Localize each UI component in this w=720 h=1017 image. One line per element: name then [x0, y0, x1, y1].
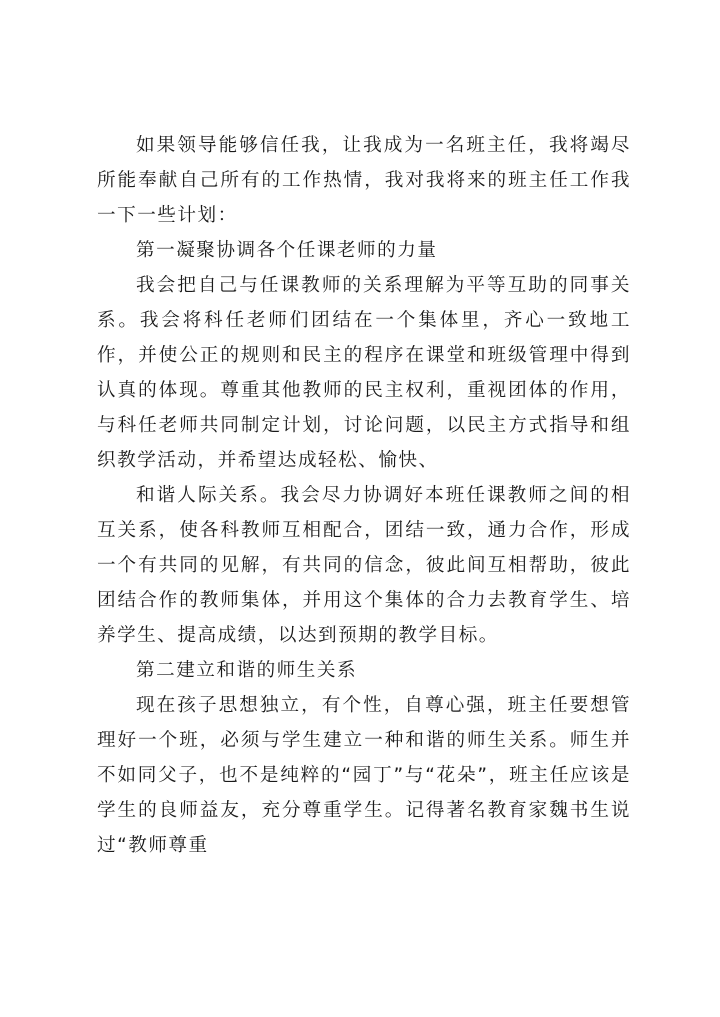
paragraph-intro: 如果领导能够信任我，让我成为一名班主任，我将竭尽所能奉献自己所有的工作热情，我对我将来的班主任工作我一下一些计划： — [97, 135, 631, 226]
heading-second-point: 第二建立和谐的师生关系 — [136, 660, 358, 681]
document-page — [97, 128, 631, 863]
paragraph-student-relations: 现在孩子思想独立，有个性，自尊心强，班主任要想管理好一个班，必须与学生建立一种和谐的师生关系。师生并不如同父子，也不是纯粹的“园丁”与“花朵”，班主任应该是学生的良师益友，充分尊重学生。记得著名教育家魏书生说过“教师尊重 — [97, 695, 631, 856]
paragraph-teacher-relations: 我会把自己与任课教师的关系理解为平等互助的同事关系。我会将科任老师们团结在一个集体里，齐心一致地工作，并使公正的规则和民主的程序在课堂和班级管理中得到认真的体现。尊重其他教师的民主权利，重视团体的作用，与科任老师共同制定计划，讨论问题，以民主方式指导和组织教学活动，并希望达成轻松、愉快、 — [97, 275, 631, 471]
paragraph-harmony: 和谐人际关系。我会尽力协调好本班任课教师之间的相互关系，使各科教师互相配合，团结一致，通力合作，形成一个有共同的见解，有共同的信念，彼此间互相帮助，彼此团结合作的教师集体，并用这个集体的合力去教育学生、培养学生、提高成绩，以达到预期的教学目标。 — [97, 485, 631, 646]
heading-first-point: 第一凝聚协调各个任课老师的力量 — [136, 240, 438, 261]
